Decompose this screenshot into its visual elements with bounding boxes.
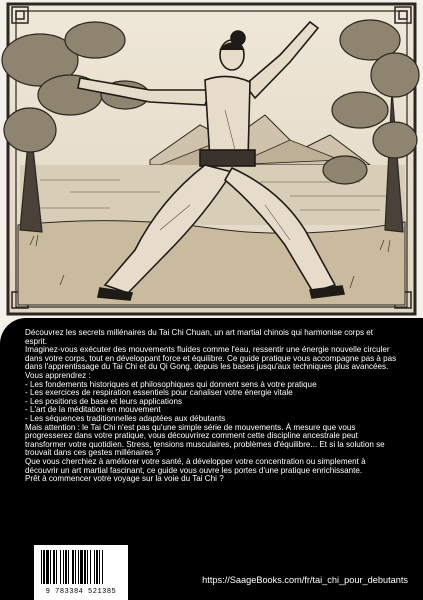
list-item: - Les positions de base et leurs applications xyxy=(25,396,183,406)
barcode-bar xyxy=(87,550,88,584)
barcode-bar xyxy=(53,550,55,584)
barcode-bar xyxy=(80,550,83,584)
barcode-bar xyxy=(50,550,51,584)
barcode-bar xyxy=(43,550,45,584)
barcode-bar xyxy=(60,550,61,584)
book-description xyxy=(25,329,397,484)
list-item: - Les fondements historiques et philosophiques qui donnent sens à votre pratique xyxy=(25,379,317,389)
description-paragraph: Découvrez les secrets millénaires du Tai Chi Chuan, un art martial chinois qui harmonise corps et esprit. xyxy=(25,328,374,346)
barcode-bar xyxy=(94,550,95,584)
barcode-bar xyxy=(84,550,86,584)
isbn-number: 9 783384 521385 xyxy=(45,588,117,596)
isbn-barcode xyxy=(34,545,128,600)
description-panel xyxy=(0,318,423,600)
barcode-bar xyxy=(99,550,100,584)
barcode-bar xyxy=(96,550,98,584)
barcode-bar xyxy=(78,550,79,584)
barcode-bar xyxy=(63,550,64,584)
description-paragraph: Mais attention : le Tai Chi n'est pas qu'une simple série de mouvements. À mesure que vous progresserez dans votre pratique, vous découvrirez comment cette discipline ancestrale peut transformer votre quotidien. Stress, tensions musculaires, problèmes d'équilibre... Et si la solution se trouvait dans ces gestes millénaires ? xyxy=(25,422,385,458)
barcode-bar xyxy=(41,550,42,584)
barcode-bar xyxy=(90,550,91,584)
list-item: - L'art de la méditation en mouvement xyxy=(25,405,161,415)
description-paragraph: Imaginez-vous exécuter des mouvements fluides comme l'eau, ressentir une énergie nouvelle circuler dans votre corps, tout en développant force et équilibre. Ce guide pratique vous accompagne pas à pas dans l'apprentissage du Tai Chi et du Qi Gong, depuis les bases jusqu'aux techniques plus avancées. xyxy=(25,345,397,372)
list-item: - Les exercices de respiration essentiels pour canaliser votre énergie vitale xyxy=(25,388,293,398)
description-paragraph: Que vous cherchiez à améliorer votre santé, à développer votre concentration ou simplement à découvrir un art martial fascinant, ce guide vous ouvre les portes d'une pratique enrichissante. xyxy=(25,456,366,475)
description-paragraph: Prêt à commencer votre voyage sur la voie du Tai Chi ? xyxy=(25,474,224,484)
ground xyxy=(18,221,405,305)
description-paragraph: Vous apprendrez : xyxy=(25,370,91,380)
website-url[interactable]: https://SaageBooks.com/fr/tai_chi_pour_debutants xyxy=(202,575,408,585)
barcode-bar xyxy=(46,550,49,584)
barcode-bar xyxy=(68,550,69,584)
barcode-icon xyxy=(35,546,127,588)
barcode-bar xyxy=(72,550,74,584)
barcode-bar xyxy=(56,550,57,584)
barcode-bar xyxy=(75,550,76,584)
barcode-bar xyxy=(65,550,67,584)
list-item: - Les séquences traditionnelles adaptées aux débutants xyxy=(25,413,226,423)
barcode-bar xyxy=(102,550,103,584)
